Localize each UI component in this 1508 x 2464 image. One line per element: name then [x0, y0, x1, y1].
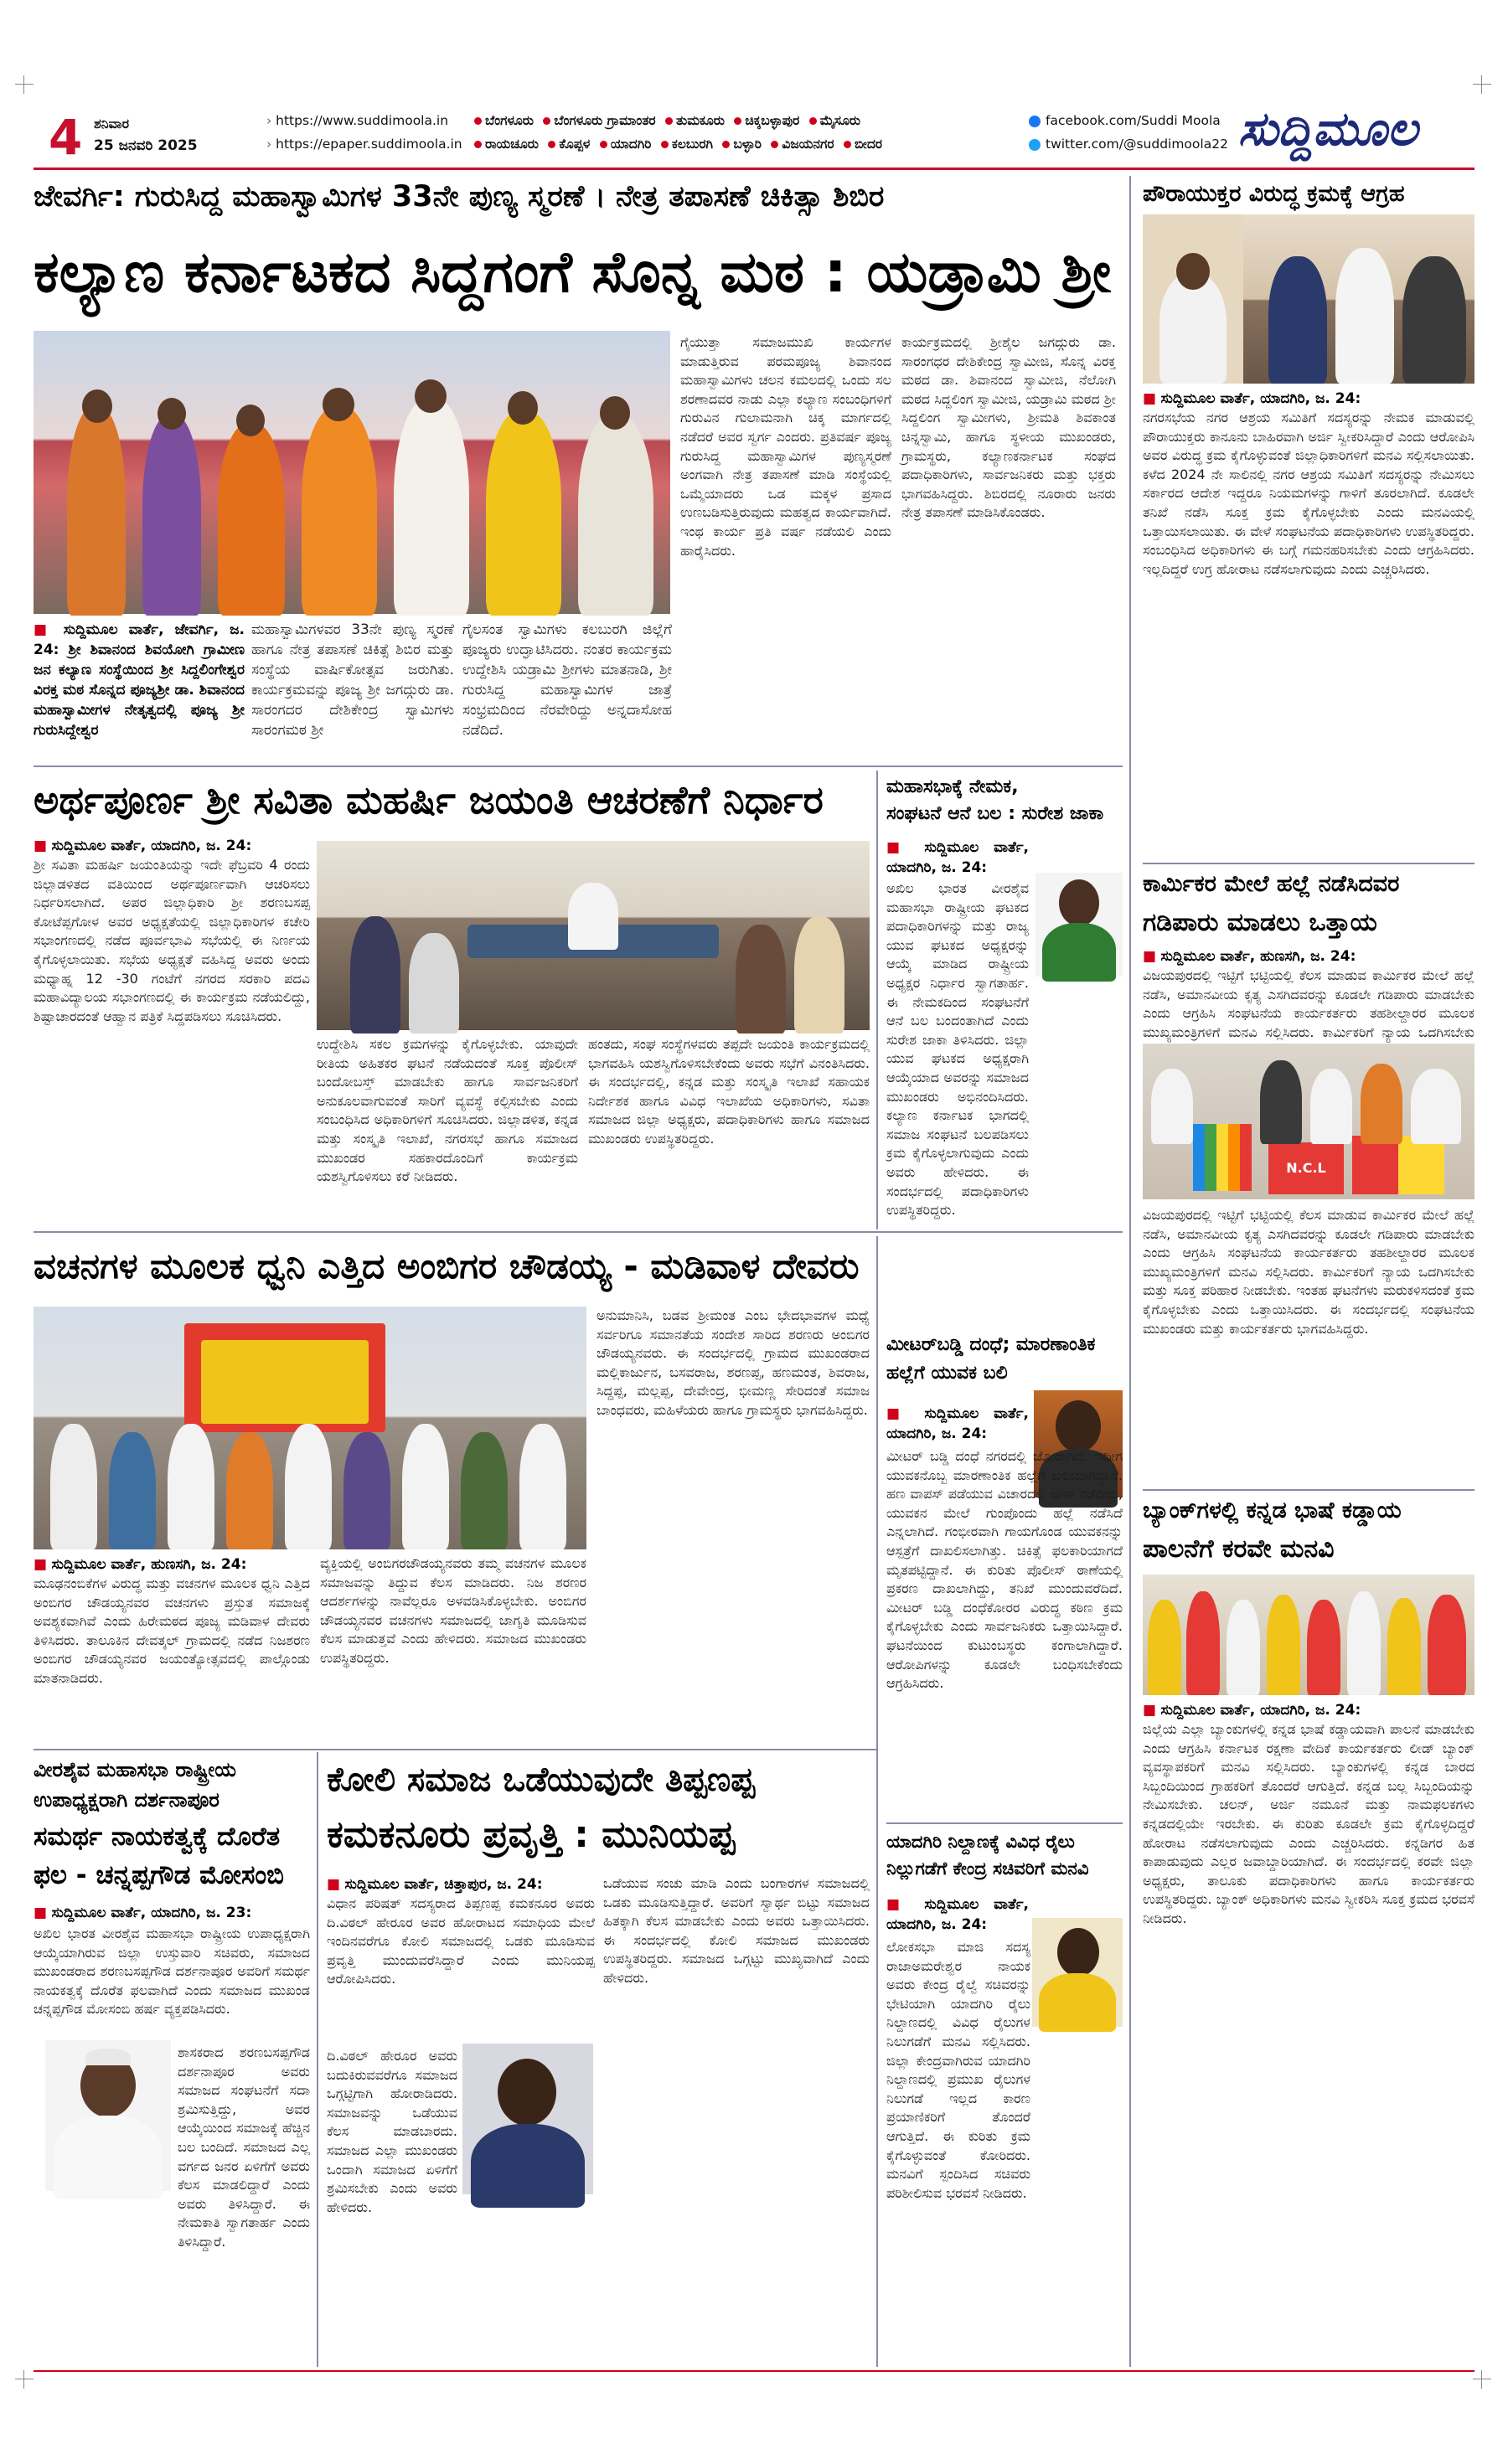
s2-col3: ಅನುಮಾನಿಸಿ, ಬಡವ ಶ್ರೀಮಂತ ಎಂಬ ಭೇದಭಾವಗಳ ಮಧ್ಯೆ ಸರ್ವರಿಗೂ ಸಮಾನತೆಯ ಸಂದೇಶ ಸಾರಿದ ಶರಣರು ಅಂಬಿಗರ ಚೌಡಯ್ಯನವರು. ಈ ಸಂದರ್ಭದಲ್ಲಿ ಗ್ರಾಮದ ಮುಖಂಡರಾದ ಮಲ್ಲಿಕಾರ್ಜುನ, ಬಸವರಾಜ, ಶರಣಪ್ಪ, ಹಣಮಂತ, ಶಿವರಾಜ, ಸಿದ್ದಪ್ಪ, ಮಲ್ಲಪ್ಪ, ದೇವೇಂದ್ರ, ಭೀಮಣ್ಣ ಸೇರಿದಂತೆ ಸಮಾಜ ಬಾಂಧವರು, ಮಹಿಳೆಯರು ಹಾಗೂ ಗ್ರಾಮಸ್ಥರು ಭಾಗವಹಿಸಿದ್ದರು.: [596, 1307, 870, 1418]
s4-col3: ಒಡೆಯುವ ಸಂಚು ಮಾಡಿ ಎಂದು ಬಂಗಾರಗಳ ಸಮಾಜದಲ್ಲಿ ಒಡಕು ಮೂಡಿಸುತ್ತಿದ್ದಾರೆ. ಅವರಿಗೆ ಸ್ವಾರ್ಥ ಬಿಟ್ಟು ಸಮಾಜದ ಹಿತಕ್ಕಾಗಿ ಕೆಲಸ ಮಾಡಬೇಕು ಎಂದು ಅವರು ಒತ್ತಾಯಿಸಿದರು. ಈ ಸಂದರ್ಭದಲ್ಲಿ ಕೋಲಿ ಸಮಾಜದ ಮುಖಂಡರು ಉಪಸ್ಥಿತರಿದ್ದರು. ಸಮಾಜದ ಒಗ್ಗಟ್ಟು ಮುಖ್ಯವಾಗಿದೆ ಎಂದು ಹೇಳಿದರು.: [603, 1875, 870, 1986]
divider-s3-s4: [317, 1752, 318, 2367]
city-list-row2: ರಾಯಚೂರು ಕೊಪ್ಪಳ ಯಾದಗಿರಿ ಕಲಬುರಗಿ ಬಳ್ಳಾರಿ ವಿಜಯನಗರ ಬೀದರ: [469, 132, 882, 156]
divider-left-right: [1129, 176, 1131, 2367]
divider-s6-s7: [886, 1822, 1123, 1824]
main-caption: ■ ಸುದ್ದಿಮೂಲ ವಾರ್ತೆ, ಜೇವರ್ಗಿ, ಜ. 24: ಶ್ರೀ ಶಿವಾನಂದ ಶಿವಯೋಗಿ ಗ್ರಾಮೀಣ ಜನ ಕಲ್ಯಾಣ ಸಂಸ್ಥೆಯಿಂದ ಶ್ರೀ ಸಿದ್ದಲಿಂಗೇಶ್ವರ ವಿರಕ್ತ ಮಠ ಸೊನ್ನದ ಪೂಜ್ಯಶ್ರೀ ಡಾ. ಶಿವಾನಂದ ಮಹಾಸ್ವಾಮೀಗಳ ನೇತೃತ್ವದಲ್ಲಿ ಪೂಜ್ಯ ಶ್ರೀ ಗುರುಸಿದ್ದೇಶ್ವರ: [34, 621, 245, 739]
twitter-icon: [1029, 139, 1041, 151]
s7-headline-2: ನಿಲ್ಲುಗಡೆಗೆ ಕೇಂದ್ರ ಸಚಿವರಿಗೆ ಮನವಿ: [886, 1858, 1089, 1879]
twitter-link[interactable]: twitter.com/@suddimoola22: [1029, 132, 1228, 156]
s7-dateline: ■ ಸುದ್ದಿಮೂಲ ವಾರ್ತೆ, ಯಾದಗಿರಿ, ಜ. 24:: [886, 1896, 1030, 1933]
s5-portrait: [1035, 873, 1123, 977]
s2-headline: ವಚನಗಳ ಮೂಲಕ ಧ್ವನಿ ಎತ್ತಿದ ಅಂಬಿಗರ ಚೌಡಯ್ಯ - ಮಡಿವಾಳ ದೇವರು: [34, 1245, 860, 1286]
main-col4: ಗೈಯುತ್ತಾ ಸಮಾಜಮುಖಿ ಕಾರ್ಯಗಳ ಮಾಡುತ್ತಿರುವ ಪರಮಪೂಜ್ಯ ಶಿವಾನಂದ ಮಹಾಸ್ವಾಮಿಗಳು ಚಲನ ಕಮಲದಲ್ಲಿ ಒಂದು ಸಲ ಶರಣಾದವರ ನಾಡು ಎಲ್ಲಾ ಕಲ್ಯಾಣ ಸಂಬಂಧಿಗಳಿಗೆ ಗುರುವಿನ ಗುಲಾಮನಾಗಿ ಚಿಕ್ಕ ಮಾರ್ಗದಲ್ಲಿ ನಡೆದರೆ ಅವರ ಸ್ವರ್ಗ ಎಂದರು. ಪ್ರತಿವರ್ಷ ಪೂಜ್ಯ ಗುರುಸಿದ್ದ ಮಹಾಸ್ವಾಮಿಗಳ ಪುಣ್ಯಸ್ಮರಣೆ ಅಂಗವಾಗಿ ನೇತ್ರ ತಪಾಸಣೆ ಮಾಡಿ ಸಂಸ್ಥೆಯಲ್ಲಿ ಒಮ್ಮೆಯಾದರು ಒಡ ಮಕ್ಕಳ ಪ್ರಸಾದ ಉಣಬಡಿಸುತ್ತಿರುವುದು ಮಹತ್ವದ ಕಾರ್ಯವಾಗಿದೆ. ಇಂಥ ಕಾರ್ಯ ಪ್ರತಿ ವರ್ಷ ನಡೆಯಲಿ ಎಂದು ಹಾರೈಸಿದರು.: [680, 334, 891, 559]
main-col2: ಮಹಾಸ್ವಾಮಿಗಳವರ 33ನೇ ಪುಣ್ಯ ಸ್ಮರಣೆ ಹಾಗೂ ನೇತ್ರ ತಪಾಸಣೆ ಚಿಕಿತ್ಸೆ ಶಿಬಿರ ಮತ್ತು ಸಂಸ್ಥೆಯ ವಾರ್ಷಿಕೋತ್ಸವ ಜರುಗಿತು. ಕಾರ್ಯಕ್ರಮವನ್ನು ಪೂಜ್ಯ ಶ್ರೀ ಜಗದ್ಗುರು ಡಾ. ಸಾರಂಗದರ ದೇಶಿಕೇಂದ್ರ ಸ್ವಾಮಿಗಳು ಸಾರಂಗಮಠ ಶ್ರೀ: [251, 621, 454, 739]
divider-s8: [1143, 863, 1474, 864]
main-photo: [34, 331, 670, 614]
main-headline: ಕಲ್ಯಾಣ ಕರ್ನಾಟಕದ ಸಿದ್ದಗಂಗೆ ಸೊನ್ನ ಮಠ : ಯಡ್ರಾಮಿ ಶ್ರೀ: [34, 240, 1112, 306]
s7-headline-1: ಯಾದಗಿರಿ ನಿಲ್ದಾಣಕ್ಕೆ ವಿವಿಧ ರೈಲು: [886, 1832, 1075, 1852]
s3-col1: ಅಖಿಲ ಭಾರತ ವೀರಶೈವ ಮಹಾಸಭಾ ರಾಷ್ಟ್ರೀಯ ಉಪಾಧ್ಯಕ್ಷರಾಗಿ ಆಯ್ಕೆಯಾಗಿರುವ ಜಿಲ್ಲಾ ಉಸ್ತುವಾರಿ ಸಚಿವರು, ಸಮಾಜದ ಮುಖಂಡರಾದ ಶರಣಬಸಪ್ಪಗೌಡ ದರ್ಶನಾಪೂರ ಅವರಿಗೆ ಸಮರ್ಥ ನಾಯಕತ್ವಕ್ಕೆ ದೊರೆತ ಫಲವಾಗಿದೆ ಎಂದು ಸಮಾಜದ ಮುಖಂಡ ಚನ್ನಪ್ಪಗೌಡ ಮೋಸಂಬಿ ಹರ್ಷ ವ್ಯಕ್ತಪಡಿಸಿದರು.: [34, 1925, 310, 2018]
page-number: 4: [49, 109, 83, 166]
header-day: ಶನಿವಾರ: [94, 116, 130, 131]
s2-photo: [34, 1307, 586, 1549]
crop-mark-br: [1473, 2370, 1491, 2389]
facebook-icon: [1029, 116, 1041, 127]
s4-col2: ದಿ.ವಿಠಲ್ ಹೇರೂರ ಅವರು ಬದುಕಿರುವವರೆಗೂ ಸಮಾಜದ ಒಗ್ಗಟ್ಟಿಗಾಗಿ ಹೋರಾಡಿದರು. ಸಮಾಜವನ್ನು ಒಡೆಯುವ ಕೆಲಸ ಮಾಡಬಾರದು. ಸಮಾಜದ ಎಲ್ಲಾ ಮುಖಂಡರು ಒಂದಾಗಿ ಸಮಾಜದ ಏಳಿಗೆಗೆ ಶ್ರಮಿಸಬೇಕು ಎಂದು ಅವರು ಹೇಳಿದರು.: [327, 2048, 457, 2215]
s3-headline-1: ವೀರಶೈವ ಮಹಾಸಭಾ ರಾಷ್ಟ್ರೀಯ: [34, 1758, 236, 1781]
website-link[interactable]: › https://www.suddimoola.in: [266, 113, 449, 128]
main-kicker: ಜೇವರ್ಗಿ: ಗುರುಸಿದ್ದ ಮಹಾಸ್ವಾಮಿಗಳ 33ನೇ ಪುಣ್ಯ ಸ್ಮರಣೆ । ನೇತ್ರ ತಪಾಸಣೆ ಚಿಕಿತ್ಸಾ ಶಿಬಿರ: [34, 180, 885, 214]
epaper-link[interactable]: › https://epaper.suddimoola.in: [266, 137, 462, 152]
crop-mark-tl: [15, 75, 34, 94]
s9-text-bottom: ವಿಜಯಪುರದಲ್ಲಿ ಇಟ್ಟಿಗೆ ಭಟ್ಟಿಯಲ್ಲಿ ಕೆಲಸ ಮಾಡುವ ಕಾರ್ಮಿಕರ ಮೇಲೆ ಹಲ್ಲೆ ನಡೆಸಿ, ಅಮಾನವೀಯ ಕೃತ್ಯ ಎಸಗಿದವರನ್ನು ಕೂಡಲೇ ಗಡಿಪಾರು ಮಾಡಬೇಕು ಎಂದು ಆಗ್ರಹಿಸಿ ಸಂಘಟನೆಯ ಕಾರ್ಯಕರ್ತರು ತಹಶೀಲ್ದಾರರ ಮೂಲಕ ಮುಖ್ಯಮಂತ್ರಿಗಳಿಗೆ ಮನವಿ ಸಲ್ಲಿಸಿದರು. ಕಾರ್ಮಿಕರಿಗೆ ನ್ಯಾಯ ಒದಗಿಸಬೇಕು ಮತ್ತು ಸೂಕ್ತ ಪರಿಹಾರ ನೀಡಬೇಕು. ಇಂತಹ ಘಟನೆಗಳು ಮರುಕಳಿಸದಂತೆ ಕ್ರಮ ಕೈಗೊಳ್ಳಬೇಕು ಎಂದು ಒತ್ತಾಯಿಸಿದರು. ಈ ಸಂದರ್ಭದಲ್ಲಿ ಸಂಘಟನೆಯ ಮುಖಂಡರು ಮತ್ತು ಕಾರ್ಯಕರ್ತರು ಭಾಗವಹಿಸಿದ್ದರು.: [1143, 1207, 1474, 1337]
facebook-link[interactable]: facebook.com/Suddi Moola: [1029, 109, 1221, 132]
s2-dateline: ■ ಸುದ್ದಿಮೂಲ ವಾರ್ತೆ, ಹುಣಸಗಿ, ಜ. 24:: [34, 1556, 247, 1573]
s5-headline-2: ಸಂಘಟನೆ ಆನೆ ಬಲ : ಸುರೇಶ ಜಾಕಾ: [886, 803, 1104, 824]
masthead-logo: ಸುದ್ದಿಮೂಲ: [1238, 102, 1418, 157]
s10-headline-2: ಪಾಲನೆಗೆ ಕರವೇ ಮನವಿ: [1143, 1534, 1335, 1564]
s8-photo: [1143, 214, 1474, 384]
s1-photo: [317, 841, 870, 1030]
s9-dateline: ■ ಸುದ್ದಿಮೂಲ ವಾರ್ತೆ, ಹುಣಸಗಿ, ಜ. 24:: [1143, 948, 1356, 965]
s6-dateline: ■ ಸುದ್ದಿಮೂಲ ವಾರ್ತೆ, ಯಾದಗಿರಿ, ಜ. 24:: [886, 1405, 1030, 1442]
header-divider: [34, 168, 1474, 170]
s9-headline-2: ಗಡಿಪಾರು ಮಾಡಲು ಒತ್ತಾಯ: [1143, 908, 1377, 937]
s1-col3: ಉದ್ದೇಶಿಸಿ ಸಕಲ ಕ್ರಮಗಳನ್ನು ಕೈಗೊಳ್ಳಬೇಕು. ಯಾವುದೇ ರೀತಿಯ ಅಹಿತಕರ ಘಟನೆ ನಡೆಯದಂತೆ ಸೂಕ್ತ ಪೊಲೀಸ್ ಬಂದೋಬಸ್ತ್ ಮಾಡಬೇಕು ಹಾಗೂ ಸಾರ್ವಜನಿಕರಿಗೆ ಅನುಕೂಲವಾಗುವಂತೆ ಸಾರಿಗೆ ವ್ಯವಸ್ಥೆ ಕಲ್ಪಿಸಬೇಕು ಎಂದು ಸಂಬಂಧಿಸಿದ ಅಧಿಕಾರಿಗಳಿಗೆ ಸೂಚಿಸಿದರು. ಜಿಲ್ಲಾಡಳಿತ, ಕನ್ನಡ ಮತ್ತು ಸಂಸ್ಕೃತಿ ಇಲಾಖೆ, ನಗರಸಭೆ ಹಾಗೂ ಸಮಾಜದ ಮುಖಂಡರ ಸಹಕಾರದೊಂದಿಗೆ ಕಾರ್ಯಕ್ರಮ ಯಶಸ್ವಿಗೊಳಿಸಲು ಕರೆ ನೀಡಿದರು.: [317, 1036, 578, 1185]
s2-col1: ಮೂಢನಂಬಿಕೆಗಳ ವಿರುದ್ಧ ಮತ್ತು ವಚನಗಳ ಮೂಲಕ ಧ್ವನಿ ಎತ್ತಿದ ಅಂಬಿಗರ ಚೌಡಯ್ಯನವರ ವಚನಗಳು ಪ್ರಸ್ತುತ ಸಮಾಜಕ್ಕೆ ಅವಶ್ಯಕವಾಗಿವೆ ಎಂದು ಹಿರೇಮಠದ ಪೂಜ್ಯ ಮಡಿವಾಳ ದೇವರು ತಿಳಿಸಿದರು. ತಾಲೂಕಿನ ದೇವತ್ಕಲ್ ಗ್ರಾಮದಲ್ಲಿ ನಡೆದ ನಿಜಶರಣ ಅಂಬಿಗರ ಚೌಡಯ್ಯನವರ ಜಯಂತ್ಯೋತ್ಸವದಲ್ಲಿ ಪಾಲ್ಗೊಂಡು ಮಾತನಾಡಿದರು.: [34, 1575, 310, 1686]
s7-portrait: [1032, 1918, 1123, 2027]
city-list-row1: ಬೆಂಗಳೂರು ಬೆಂಗಳೂರು ಗ್ರಾಮಾಂತರ ತುಮಕೂರು ಚಿಕ್ಕಬಳ್ಳಾಪುರ ಮೈಸೂರು: [469, 109, 860, 132]
s9-photo: [1143, 1044, 1474, 1199]
divider-main: [34, 765, 1123, 767]
s5-headline-1: ಮಹಾಸಭಾಕ್ಕೆ ನೇಮಕ,: [886, 776, 1019, 797]
s7-text: ಲೋಕಸಭಾ ಮಾಜಿ ಸದಸ್ಯ ರಾಜಾಅಮರೇಶ್ವರ ನಾಯಕ ಅವರು ಕೇಂದ್ರ ರೈಲ್ವೆ ಸಚಿವರನ್ನು ಭೇಟಿಯಾಗಿ ಯಾದಗಿರಿ ರೈಲು ನಿಲ್ದಾಣದಲ್ಲಿ ವಿವಿಧ ರೈಲುಗಳ ನಿಲುಗಡೆಗೆ ಮನವಿ ಸಲ್ಲಿಸಿದರು. ಜಿಲ್ಲಾ ಕೇಂದ್ರವಾಗಿರುವ ಯಾದಗಿರಿ ನಿಲ್ದಾಣದಲ್ಲಿ ಪ್ರಮುಖ ರೈಲುಗಳ ನಿಲುಗಡೆ ಇಲ್ಲದ ಕಾರಣ ಪ್ರಯಾಣಿಕರಿಗೆ ತೊಂದರೆ ಆಗುತ್ತಿದೆ. ಈ ಕುರಿತು ಕ್ರಮ ಕೈಗೊಳ್ಳುವಂತೆ ಕೋರಿದರು. ಮನವಿಗೆ ಸ್ಪಂದಿಸಿದ ಸಚಿವರು ಪರಿಶೀಲಿಸುವ ಭರವಸೆ ನೀಡಿದರು.: [886, 1939, 1030, 2201]
s1-col4: ಹಂತದು, ಸಂಘ ಸಂಸ್ಥೆಗಳವರು ತಪ್ಪದೇ ಜಯಂತಿ ಕಾರ್ಯಕ್ರಮದಲ್ಲಿ ಭಾಗವಹಿಸಿ ಯಶಸ್ವಿಗೊಳಿಸಬೇಕೆಂದು ಅವರು ಸಭೆಗೆ ವಿನಂತಿಸಿದರು. ಈ ಸಂದರ್ಭದಲ್ಲಿ, ಕನ್ನಡ ಮತ್ತು ಸಂಸ್ಕೃತಿ ಇಲಾಖೆ ಸಹಾಯಕ ನಿರ್ದೇಶಕ ಹಾಗೂ ವಿವಿಧ ಇಲಾಖೆಯ ಅಧಿಕಾರಿಗಳು, ಸವಿತಾ ಸಮಾಜದ ಜಿಲ್ಲಾ ಅಧ್ಯಕ್ಷರು, ಪದಾಧಿಕಾರಿಗಳು ಹಾಗೂ ಸಮಾಜದ ಮುಖಂಡರು ಉಪಸ್ಥಿತರಿದ್ದರು.: [588, 1036, 870, 1147]
main-col3: ಗೈಲಸಂತ ಸ್ವಾಮಿಗಳು ಕಲಬುರಗಿ ಜಿಲ್ಲೆಗೆ ಪೂಜ್ಯರು ಉದ್ಘಾಟಿಸಿದರು. ನಂತರ ಕಾರ್ಯಕ್ರಮ ಉದ್ದೇಶಿಸಿ ಯಡ್ರಾಮಿ ಶ್ರೀಗಳು ಮಾತನಾಡಿ, ಶ್ರೀ ಗುರುಸಿದ್ದ ಮಹಾಸ್ವಾಮಿಗಳ ಜಾತ್ರೆ ಸಂಭ್ರಮದಿಂದ ನೆರವೇರಿದ್ದು ಅನ್ನದಾಸೋಹ ನಡೆದಿದೆ.: [462, 621, 672, 739]
crop-mark-bl: [15, 2370, 34, 2389]
s4-dateline: ■ ಸುದ್ದಿಮೂಲ ವಾರ್ತೆ, ಚಿತ್ತಾಪುರ, ಜ. 24:: [327, 1876, 543, 1893]
s1-dateline: ■ ಸುದ್ದಿಮೂಲ ವಾರ್ತೆ, ಯಾದಗಿರಿ, ಜ. 24:: [34, 838, 252, 854]
s3-headline-3: ಸಮರ್ಥ ನಾಯಕತ್ವಕ್ಕೆ ದೊರೆತ: [34, 1822, 281, 1852]
header-date: 25 ಜನವರಿ 2025: [94, 137, 198, 154]
s6-headline-2: ಹಲ್ಲೆಗೆ ಯುವಕ ಬಲಿ: [886, 1363, 1008, 1384]
main-col5: ಕಾರ್ಯಕ್ರಮದಲ್ಲಿ ಶ್ರೀಶೈಲ ಜಗದ್ಗುರು ಡಾ. ಸಾರಂಗಧರ ದೇಶಿಕೇಂದ್ರ ಸ್ವಾಮೀಜಿ, ಸೊನ್ನ ವಿರಕ್ತ ಮಠದ ಡಾ. ಶಿವಾನಂದ ಸ್ವಾಮೀಜಿ, ನೆಲೋಗಿ ಮಠದ ಸಿದ್ದಲಿಂಗ ಸ್ವಾಮೀಜಿ, ಯಡ್ರಾಮಿ ಮಠದ ಶ್ರೀ ಸಿದ್ದಲಿಂಗ ಸ್ವಾಮೀಗಳು, ಶ್ರೀಮತಿ ಶಿವಕಾಂತ ಚಿನ್ನಸ್ವಾಮಿ, ಹಾಗೂ ಸ್ಥಳೀಯ ಮುಖಂಡರು, ಗ್ರಾಮಸ್ಥರು, ಕಲ್ಯಾಣಕರ್ನಾಟಕ ಸಂಘದ ಪದಾಧಿಕಾರಿಗಳು, ಸಾರ್ವಜನಿಕರು ಮತ್ತು ಭಕ್ತರು ಭಾಗವಹಿಸಿದ್ದರು. ಶಿಬಿರದಲ್ಲಿ ನೂರಾರು ಜನರು ನೇತ್ರ ತಪಾಸಣೆ ಮಾಡಿಸಿಕೊಂಡರು.: [901, 334, 1116, 521]
s8-dateline: ■ ಸುದ್ದಿಮೂಲ ವಾರ್ತೆ, ಯಾದಗಿರಿ, ಜ. 24:: [1143, 390, 1361, 407]
divider-s9: [1143, 1489, 1474, 1491]
footer-rule: [34, 2370, 1474, 2372]
s10-dateline: ■ ಸುದ್ದಿಮೂಲ ವಾರ್ತೆ, ಯಾದಗಿರಿ, ಜ. 24:: [1143, 1702, 1361, 1719]
s4-headline-1: ಕೋಲಿ ಸಮಾಜ ಒಡೆಯುವುದೇ ತಿಪ್ಪಣಪ್ಪ: [327, 1760, 755, 1799]
divider-s1: [34, 1231, 1123, 1233]
s6-text: ಮೀಟರ್ ಬಡ್ಡಿ ದಂಧೆ ನಗರದಲ್ಲಿ ಜೋರಾಗಿದೆ. ಇದೀಗ ಯುವಕನೊಬ್ಬ ಮಾರಣಾಂತಿಕ ಹಲ್ಲೆಗೆ ಬಲಿಯಾಗಿದ್ದಾನೆ. ಹಣ ವಾಪಸ್ ಪಡೆಯುವ ವಿಚಾರದಲ್ಲಿ ಜಗಳ ನಡೆದಿದ್ದು, ಯುವಕನ ಮೇಲೆ ಗುಂಪೊಂದು ಹಲ್ಲೆ ನಡೆಸಿದೆ ಎನ್ನಲಾಗಿದೆ. ಗಂಭೀರವಾಗಿ ಗಾಯಗೊಂಡ ಯುವಕನನ್ನು ಆಸ್ಪತ್ರೆಗೆ ದಾಖಲಿಸಲಾಗಿತ್ತು. ಚಿಕಿತ್ಸೆ ಫಲಕಾರಿಯಾಗದೆ ಮೃತಪಟ್ಟಿದ್ದಾನೆ. ಈ ಕುರಿತು ಪೊಲೀಸ್ ಠಾಣೆಯಲ್ಲಿ ಪ್ರಕರಣ ದಾಖಲಾಗಿದ್ದು, ತನಿಖೆ ಮುಂದುವರೆದಿದೆ. ಮೀಟರ್ ಬಡ್ಡಿ ದಂಧೆಕೋರರ ವಿರುದ್ಧ ಕಠಿಣ ಕ್ರಮ ಕೈಗೊಳ್ಳಬೇಕು ಎಂದು ಸಾರ್ವಜನಿಕರು ಒತ್ತಾಯಿಸಿದ್ದಾರೆ. ಘಟನೆಯಿಂದ ಕುಟುಂಬಸ್ಥರು ಕಂಗಾಲಾಗಿದ್ದಾರೆ. ಆರೋಪಿಗಳನ್ನು ಕೂಡಲೇ ಬಂಧಿಸಬೇಕೆಂದು ಆಗ್ರಹಿಸಿದರು.: [886, 1448, 1123, 1692]
s9-flag-label: N.C.L: [1268, 1142, 1344, 1194]
s9-text-top: ವಿಜಯಪುರದಲ್ಲಿ ಇಟ್ಟಿಗೆ ಭಟ್ಟಿಯಲ್ಲಿ ಕೆಲಸ ಮಾಡುವ ಕಾರ್ಮಿಕರ ಮೇಲೆ ಹಲ್ಲೆ ನಡೆಸಿ, ಅಮಾನವೀಯ ಕೃತ್ಯ ಎಸಗಿದವರನ್ನು ಕೂಡಲೇ ಗಡಿಪಾರು ಮಾಡಬೇಕು ಎಂದು ಆಗ್ರಹಿಸಿ ಸಂಘಟನೆಯ ಕಾರ್ಯಕರ್ತರು ತಹಶೀಲ್ದಾರರ ಮೂಲಕ ಮುಖ್ಯಮಂತ್ರಿಗಳಿಗೆ ಮನವಿ ಸಲ್ಲಿಸಿದರು. ಕಾರ್ಮಿಕರಿಗೆ ನ್ಯಾಯ ಒದಗಿಸಬೇಕು: [1143, 967, 1474, 1040]
s5-dateline: ■ ಸುದ್ದಿಮೂಲ ವಾರ್ತೆ, ಯಾದಗಿರಿ, ಜ. 24:: [886, 839, 1030, 876]
s3-portrait: [45, 2040, 171, 2191]
s3-headline-2: ಉಪಾಧ್ಯಕ್ಷರಾಗಿ ದರ್ಶನಾಪೂರ: [34, 1788, 220, 1812]
divider-s2: [34, 1749, 876, 1750]
s10-text: ಜಿಲ್ಲೆಯ ಎಲ್ಲಾ ಬ್ಯಾಂಕುಗಳಲ್ಲಿ ಕನ್ನಡ ಭಾಷೆ ಕಡ್ಡಾಯವಾಗಿ ಪಾಲನೆ ಮಾಡಬೇಕು ಎಂದು ಆಗ್ರಹಿಸಿ ಕರ್ನಾಟಕ ರಕ್ಷಣಾ ವೇದಿಕೆ ಕಾರ್ಯಕರ್ತರು ಲೀಡ್ ಬ್ಯಾಂಕ್ ವ್ಯವಸ್ಥಾಪಕರಿಗೆ ಮನವಿ ಸಲ್ಲಿಸಿದರು. ಬ್ಯಾಂಕುಗಳಲ್ಲಿ ಕನ್ನಡ ಬಾರದ ಸಿಬ್ಬಂದಿಯಿಂದ ಗ್ರಾಹಕರಿಗೆ ತೊಂದರೆ ಆಗುತ್ತಿದೆ. ಕನ್ನಡ ಬಲ್ಲ ಸಿಬ್ಬಂದಿಯನ್ನು ನೇಮಿಸಬೇಕು. ಚಲನ್, ಅರ್ಜಿ ನಮೂನೆ ಮತ್ತು ನಾಮಫಲಕಗಳು ಕನ್ನಡದಲ್ಲಿಯೇ ಇರಬೇಕು. ಈ ಕುರಿತು ಕೂಡಲೇ ಕ್ರಮ ಕೈಗೊಳ್ಳದಿದ್ದರೆ ಹೋರಾಟ ನಡೆಸಲಾಗುವುದು ಎಂದು ಎಚ್ಚರಿಸಿದರು. ಕನ್ನಡಿಗರ ಹಿತ ಕಾಪಾಡುವುದು ಎಲ್ಲರ ಜವಾಬ್ದಾರಿಯಾಗಿದೆ. ಈ ಸಂದರ್ಭದಲ್ಲಿ ಕರವೇ ಜಿಲ್ಲಾ ಅಧ್ಯಕ್ಷರು, ತಾಲೂಕು ಪದಾಧಿಕಾರಿಗಳು ಹಾಗೂ ಕಾರ್ಯಕರ್ತರು ಉಪಸ್ಥಿತರಿದ್ದರು. ಬ್ಯಾಂಕ್ ಅಧಿಕಾರಿಗಳು ಮನವಿ ಸ್ವೀಕರಿಸಿ ಸೂಕ್ತ ಕ್ರಮದ ಭರವಸೆ ನೀಡಿದರು.: [1143, 1721, 1474, 1926]
s4-portrait: [462, 2044, 593, 2194]
s1-col1: ಶ್ರೀ ಸವಿತಾ ಮಹರ್ಷಿ ಜಯಂತಿಯನ್ನು ಇದೇ ಫೆಬ್ರವರಿ 4 ರಂದು ಜಿಲ್ಲಾಡಳಿತದ ವತಿಯಿಂದ ಅರ್ಥಪೂರ್ಣವಾಗಿ ಆಚರಿಸಲು ನಿರ್ಧರಿಸಲಾಗಿದೆ. ಅಪರ ಜಿಲ್ಲಾಧಿಕಾರಿ ಶ್ರೀ ಶರಣಬಸಪ್ಪ ಕೋಟೆಪ್ಪಗೋಳ ಅವರ ಅಧ್ಯಕ್ಷತೆಯಲ್ಲಿ ಜಿಲ್ಲಾಧಿಕಾರಿಗಳ ಕಚೇರಿ ಸಭಾಂಗಣದಲ್ಲಿ ನಡೆದ ಪೂರ್ವಭಾವಿ ಸಭೆಯಲ್ಲಿ ಈ ನಿರ್ಣಯ ಕೈಗೊಳ್ಳಲಾಯಿತು. ಸಭೆಯ ಅಧ್ಯಕ್ಷತೆ ವಹಿಸಿದ್ದ ಅವರು ಅಂದು ಮಧ್ಯಾಹ್ನ 12 -30 ಗಂಟೆಗೆ ನಗರದ ಸರಕಾರಿ ಪದವಿ ಮಹಾವಿದ್ಯಾಲಯ ಸಭಾಂಗಣದಲ್ಲಿ ಈ ಕಾರ್ಯಕ್ರಮ ನಡೆಯಲಿದ್ದು, ಶಿಷ್ಟಾಚಾರದಂತೆ ಆಹ್ವಾನ ಪತ್ರಿಕೆ ಸಿದ್ದಪಡಿಸಲು ಸೂಚಿಸಿದರು.: [34, 857, 310, 1024]
s4-headline-2: ಕಮಕನೂರು ಪ್ರವೃತ್ತಿ : ಮುನಿಯಪ್ಪ: [327, 1813, 736, 1856]
s8-text: ನಗರಸಭೆಯ ನಗರ ಆಶ್ರಯ ಸಮಿತಿಗೆ ಸದಸ್ಯರನ್ನು ನೇಮಕ ಮಾಡುವಲ್ಲಿ ಪೌರಾಯುಕ್ತರು ಕಾನೂನು ಬಾಹಿರವಾಗಿ ಅರ್ಜಿ ಸ್ವೀಕರಿಸಿದ್ದಾರೆ ಎಂದು ಆರೋಪಿಸಿ ಅವರ ವಿರುದ್ಧ ಕ್ರಮ ಕೈಗೊಳ್ಳುವಂತೆ ಜಿಲ್ಲಾಧಿಕಾರಿಗಳಿಗೆ ಮನವಿ ಸಲ್ಲಿಸಲಾಯಿತು. ಕಳೆದ 2024 ನೇ ಸಾಲಿನಲ್ಲಿ ನಗರ ಆಶ್ರಯ ಸಮಿತಿಗೆ ಸದಸ್ಯರನ್ನು ನೇಮಿಸಲು ಸರ್ಕಾರದ ಆದೇಶ ಇದ್ದರೂ ನಿಯಮಗಳನ್ನು ಗಾಳಿಗೆ ತೂರಲಾಗಿದೆ. ಕೂಡಲೇ ತನಿಖೆ ನಡೆಸಿ ಸೂಕ್ತ ಕ್ರಮ ಕೈಗೊಳ್ಳಬೇಕು ಎಂದು ಮನವಿಯಲ್ಲಿ ಒತ್ತಾಯಿಸಲಾಯಿತು. ಈ ವೇಳೆ ಸಂಘಟನೆಯ ಪದಾಧಿಕಾರಿಗಳು ಉಪಸ್ಥಿತರಿದ್ದರು. ಸಂಬಂಧಿಸಿದ ಅಧಿಕಾರಿಗಳು ಈ ಬಗ್ಗೆ ಗಮನಹರಿಸಬೇಕು ಎಂದು ಆಗ್ರಹಿಸಿದರು. ಇಲ್ಲದಿದ್ದರೆ ಉಗ್ರ ಹೋರಾಟ ನಡೆಸಲಾಗುವುದು ಎಂದು ಎಚ್ಚರಿಸಿದರು.: [1143, 410, 1474, 577]
crop-mark-tr: [1473, 75, 1491, 94]
s2-col2: ವ್ಯಕ್ತಿಯಲ್ಲಿ ಅಂಬಿಗರಚೌಡಯ್ಯನವರು ತಮ್ಮ ವಚನಗಳ ಮೂಲಕ ಸಮಾಜವನ್ನು ತಿದ್ದುವ ಕೆಲಸ ಮಾಡಿದರು. ನಿಜ ಶರಣರ ಆದರ್ಶಗಳನ್ನು ನಾವೆಲ್ಲರೂ ಅಳವಡಿಸಿಕೊಳ್ಳಬೇಕು. ಅಂಬಿಗರ ಚೌಡಯ್ಯನವರ ವಚನಗಳು ಸಮಾಜದಲ್ಲಿ ಜಾಗೃತಿ ಮೂಡಿಸುವ ಕೆಲಸ ಮಾಡುತ್ತವೆ ಎಂದು ಹೇಳಿದರು. ಸಮಾಜದ ಮುಖಂಡರು ಉಪಸ್ಥಿತರಿದ್ದರು.: [320, 1555, 586, 1666]
s3-col2: ಶಾಸಕರಾದ ಶರಣಬಸಪ್ಪಗೌಡ ದರ್ಶನಾಪೂರ ಅವರು ಸಮಾಜದ ಸಂಘಟನೆಗೆ ಸದಾ ಶ್ರಮಿಸುತ್ತಿದ್ದು, ಅವರ ಆಯ್ಕೆಯಿಂದ ಸಮಾಜಕ್ಕೆ ಹೆಚ್ಚಿನ ಬಲ ಬಂದಿದೆ. ಸಮಾಜದ ಎಲ್ಲ ವರ್ಗದ ಜನರ ಏಳಿಗೆಗೆ ಅವರು ಕೆಲಸ ಮಾಡಲಿದ್ದಾರೆ ಎಂದು ಅವರು ತಿಳಿಸಿದ್ದಾರೆ. ಈ ನೇಮಕಾತಿ ಸ್ವಾಗತಾರ್ಹ ಎಂದು ತಿಳಿಸಿದ್ದಾರೆ.: [178, 2044, 310, 2250]
s1-headline: ಅರ್ಥಪೂರ್ಣ ಶ್ರೀ ಸವಿತಾ ಮಹರ್ಷಿ ಜಯಂತಿ ಆಚರಣೆಗೆ ನಿರ್ಧಾರ: [34, 777, 824, 822]
s3-headline-4: ಫಲ - ಚನ್ನಪ್ಪಗೌಡ ಮೋಸಂಬಿ: [34, 1860, 284, 1890]
s8-headline: ಪೌರಾಯುಕ್ತರ ವಿರುದ್ಧ ಕ್ರಮಕ್ಕೆ ಆಗ್ರಹ: [1143, 181, 1405, 207]
s3-dateline: ■ ಸುದ್ದಿಮೂಲ ವಾರ್ತೆ, ಯಾದಗಿರಿ, ಜ. 23:: [34, 1905, 252, 1921]
s4-col1: ವಿಧಾನ ಪರಿಷತ್ ಸದಸ್ಯರಾದ ತಿಪ್ಪಣಪ್ಪ ಕಮಕನೂರ ಅವರು ದಿ.ವಿಠಲ್ ಹೇರೂರ ಅವರ ಹೋರಾಟದ ಸಮಾಧಿಯ ಮೇಲೆ ಇಂದಿನವರೆಗೂ ಕೋಲಿ ಸಮಾಜದಲ್ಲಿ ಒಡಕು ಮೂಡಿಸುವ ಪ್ರವೃತ್ತಿ ಮುಂದುವರೆಸಿದ್ದಾರೆ ಎಂದು ಮುನಿಯಪ್ಪ ಆರೋಪಿಸಿದರು.: [327, 1895, 595, 1987]
divider-s2-s6: [876, 1236, 878, 2367]
s10-photo: [1143, 1575, 1474, 1695]
s10-headline-1: ಬ್ಯಾಂಕ್‌ಗಳಲ್ಲಿ ಕನ್ನಡ ಭಾಷೆ ಕಡ್ಡಾಯ: [1143, 1497, 1402, 1523]
s5-text: ಅಖಿಲ ಭಾರತ ವೀರಶೈವ ಮಹಾಸಭಾ ರಾಷ್ಟ್ರೀಯ ಘಟಕದ ಪದಾಧಿಕಾರಿಗಳನ್ನು ಮತ್ತು ರಾಜ್ಯ ಯುವ ಘಟಕದ ಅಧ್ಯಕ್ಷರನ್ನು ಆಯ್ಕೆ ಮಾಡಿದ ರಾಷ್ಟ್ರೀಯ ಅಧ್ಯಕ್ಷರ ನಿರ್ಧಾರ ಸ್ವಾಗತಾರ್ಹ. ಈ ನೇಮಕದಿಂದ ಸಂಘಟನೆಗೆ ಆನೆ ಬಲ ಬಂದಂತಾಗಿದೆ ಎಂದು ಸುರೇಶ ಜಾಕಾ ತಿಳಿಸಿದರು. ಜಿಲ್ಲಾ ಯುವ ಘಟಕದ ಅಧ್ಯಕ್ಷರಾಗಿ ಆಯ್ಕೆಯಾದ ಅವರನ್ನು ಸಮಾಜದ ಮುಖಂಡರು ಅಭಿನಂದಿಸಿದರು. ಕಲ್ಯಾಣ ಕರ್ನಾಟಕ ಭಾಗದಲ್ಲಿ ಸಮಾಜ ಸಂಘಟನೆ ಬಲಪಡಿಸಲು ಕ್ರಮ ಕೈಗೊಳ್ಳಲಾಗುವುದು ಎಂದು ಅವರು ಹೇಳಿದರು. ಈ ಸಂದರ್ಭದಲ್ಲಿ ಪದಾಧಿಕಾರಿಗಳು ಉಪಸ್ಥಿತರಿದ್ದರು.: [886, 880, 1029, 1219]
divider-s1-s5: [876, 771, 878, 1229]
s9-headline-1: ಕಾರ್ಮಿಕರ ಮೇಲೆ ಹಲ್ಲೆ ನಡೆಸಿದವರ: [1143, 871, 1400, 897]
s6-headline-1: ಮೀಟರ್‌ಬಡ್ಡಿ ದಂಧೆ; ಮಾರಣಾಂತಿಕ: [886, 1334, 1096, 1355]
